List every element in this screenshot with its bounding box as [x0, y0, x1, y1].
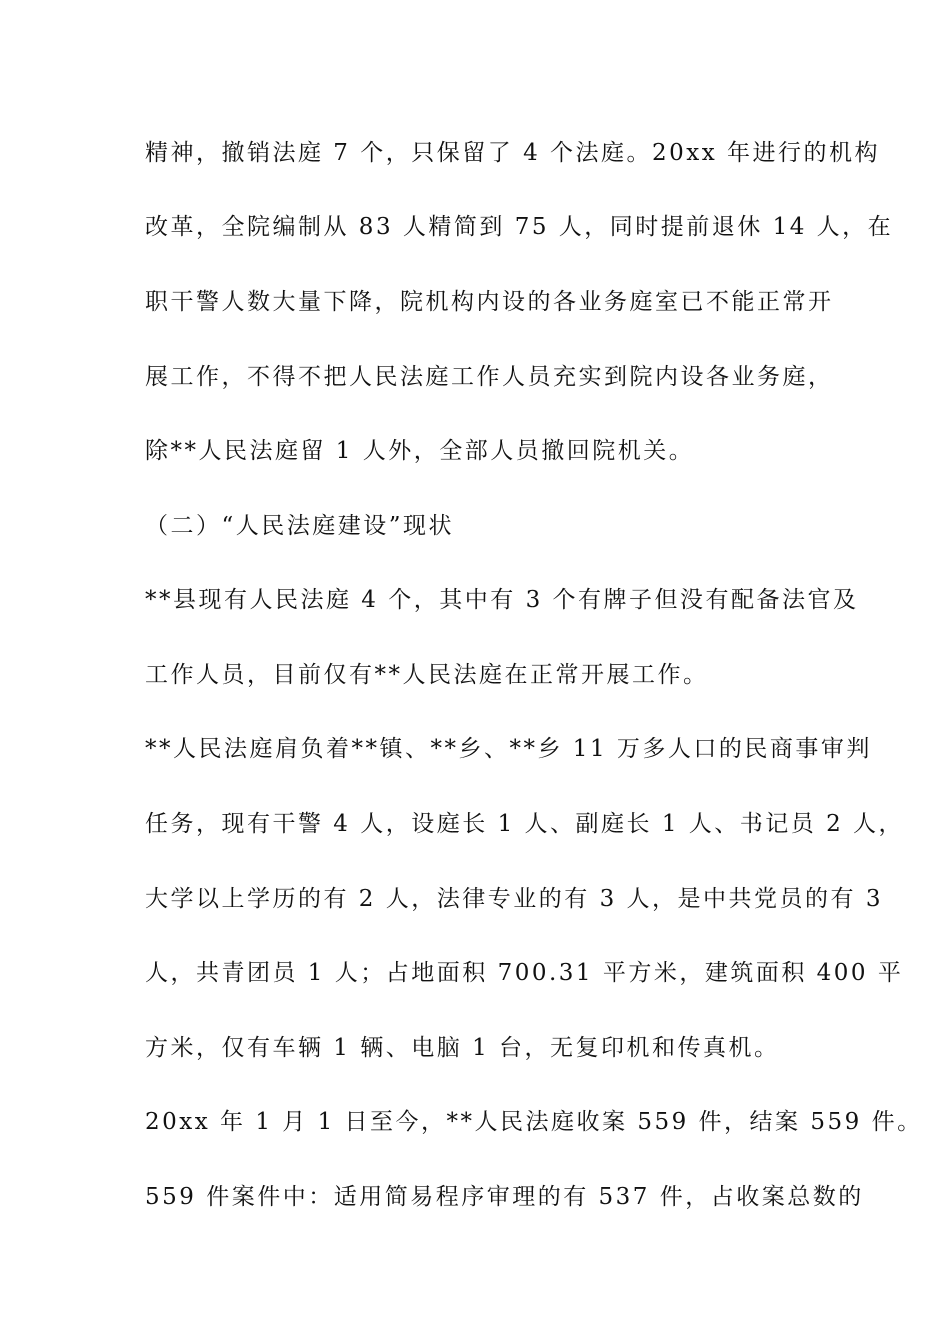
text-line: 大学以上学历的有 2 人，法律专业的有 3 人，是中共党员的有 3 — [145, 886, 883, 912]
text-line: 职干警人数大量下降，院机构内设的各业务庭室已不能正常开 — [145, 289, 834, 315]
text-line: 精神，撤销法庭 7 个，只保留了 4 个法庭。20xx 年进行的机构 — [145, 140, 881, 166]
text-line: 人，共青团员 1 人；占地面积 700.31 平方米，建筑面积 400 平 — [145, 960, 904, 986]
text-line: 展工作，不得不把人民法庭工作人员充实到院内设各业务庭， — [145, 364, 834, 390]
text-line: 改革，全院编制从 83 人精简到 75 人，同时提前退休 14 人，在 — [145, 214, 894, 240]
text-line: 方米，仅有车辆 1 辆、电脑 1 台，无复印机和传真机。 — [145, 1035, 780, 1061]
text-line: **人民法庭肩负着**镇、**乡、**乡 11 万多人口的民商事审判 — [145, 736, 872, 762]
section-heading: （二）“人民法庭建设”现状 — [145, 513, 455, 539]
text-line: 任务，现有干警 4 人，设庭长 1 人、副庭长 1 人、书记员 2 人， — [145, 811, 905, 837]
text-line: 工作人员，目前仅有**人民法庭在正常开展工作。 — [145, 662, 709, 688]
text-line: **县现有人民法庭 4 个，其中有 3 个有牌子但没有配备法官及 — [145, 587, 859, 613]
text-line: 20xx 年 1 月 1 日至今，**人民法庭收案 559 件，结案 559 件。 — [145, 1109, 923, 1135]
text-line: 除**人民法庭留 1 人外，全部人员撤回院机关。 — [145, 438, 695, 464]
text-line: 559 件案件中：适用简易程序审理的有 537 件，占收案总数的 — [145, 1184, 864, 1210]
